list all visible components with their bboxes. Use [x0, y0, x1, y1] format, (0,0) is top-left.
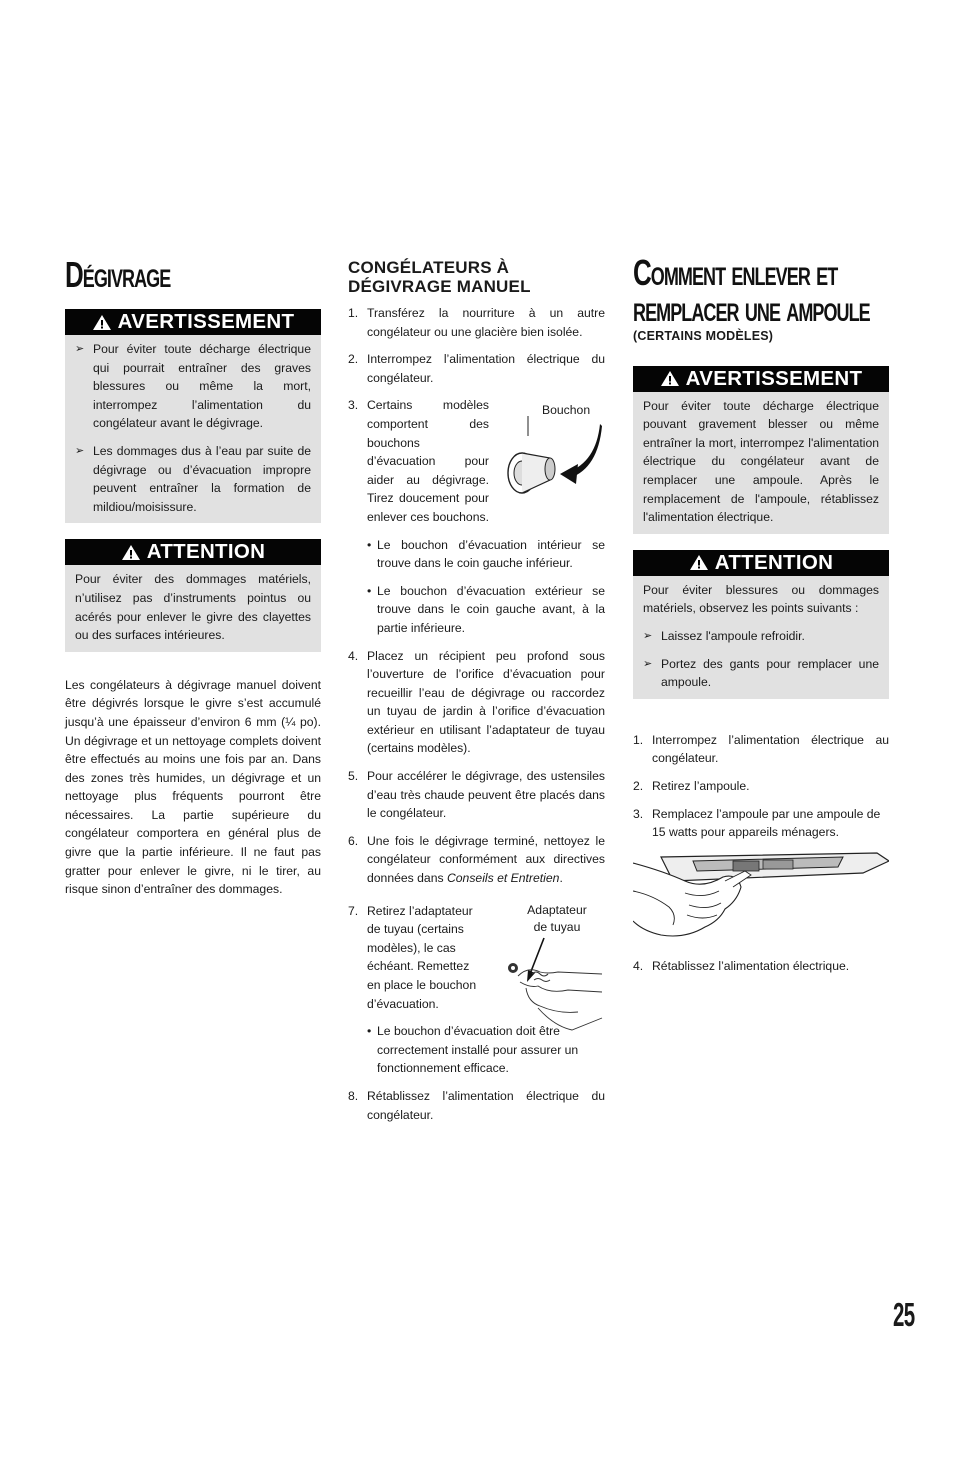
step-text: Certains modèles comportent des bouchons d’évacuation pour aider au dégivrage. Tirez doucement pour enlever ces bouchons.: [367, 398, 489, 524]
warning-header: [633, 366, 889, 392]
step-item: [633, 777, 889, 796]
right-column: [633, 252, 889, 984]
title-rest: égivrage: [82, 254, 171, 295]
step-item: [348, 767, 605, 823]
step-text: Rétablissez l’alimentation électrique.: [652, 958, 850, 973]
bullet-text: Le bouchon d’évacuation intérieur se trouve dans le coin gauche inférieur.: [377, 537, 605, 571]
attention-item: [643, 655, 879, 692]
section-subtitle: (CERTAINS MODÈLES): [633, 329, 774, 343]
step-text: Rétablissez l’alimentation électrique du congélateur.: [367, 1088, 605, 1122]
step-item: [348, 902, 605, 1014]
section-title-ampoule: [633, 252, 870, 329]
step-text-part: .: [559, 871, 563, 886]
warning-header: [65, 309, 321, 335]
step-text: Retirez l’adaptateur de tuyau (certains modèles), le cas échéant. Remettez en place le bouchon d’évacuation.: [367, 903, 477, 1011]
hose-adapter-illustration: [498, 902, 605, 1040]
reference-title: Conseils et Entretien: [446, 871, 560, 886]
drain-plug-illustration: [498, 396, 605, 506]
step-item: [348, 350, 605, 387]
warning-box: [633, 366, 889, 534]
step-item: [633, 957, 889, 976]
warning-item: [75, 340, 311, 433]
bullet-text: Le bouchon d’évacuation doit être correctement installé pour assurer un fonctionnement efficace.: [377, 1024, 579, 1076]
warning-text: Pour éviter toute décharge électrique pouvant gravement blesser ou même entraîner la mort, interrompez l'alimentation électrique du congélateur avant de remplacer une ampoule. Après le remplacement de l'ampoule, rétablissez l'alimentation électrique.: [643, 398, 879, 525]
step-text-part: Une fois le dégivrage terminé, nettoyez le congélateur conformément aux directives données dans: [367, 833, 605, 886]
page-number: 25: [893, 1296, 915, 1333]
step-number: 3.: [348, 398, 359, 413]
left-column: [65, 255, 321, 899]
bulb-replacement-figure: [633, 851, 889, 947]
step-number: 3.: [633, 806, 644, 821]
bullet-icon: •: [367, 583, 372, 598]
warning-item: [75, 442, 311, 516]
heading-line: CONGÉLATEURS À: [348, 258, 510, 277]
bullet-item: [367, 536, 605, 573]
bulb-replacement-illustration: [633, 851, 889, 943]
step-item: [348, 396, 605, 526]
attention-item-text: Laissez l'ampoule refroidir.: [661, 628, 805, 643]
bullet-item: [367, 582, 605, 638]
bullet-icon: •: [367, 537, 372, 552]
step-number: 4.: [348, 648, 359, 663]
bullet-text: Le bouchon d’évacuation extérieur se trouve dans le coin gauche avant, à la partie inférieure.: [377, 583, 605, 635]
step-item: [633, 731, 889, 768]
arrow-icon: ➢: [643, 657, 653, 670]
heading-line: DÉGIVRAGE MANUEL: [348, 277, 531, 296]
adapter-label-line: Adaptateur: [527, 902, 587, 917]
attention-label: ATTENTION: [146, 540, 266, 564]
step-item: [348, 832, 605, 888]
warning-body: [65, 335, 321, 523]
step-text: Interrompez l’alimentation électrique au congélateur.: [652, 732, 889, 766]
step-number: 1.: [348, 306, 359, 320]
attention-body: [65, 565, 321, 651]
adapter-label-line: de tuyau: [533, 919, 581, 934]
attention-text: Pour éviter des dommages matériels, n’utilisez pas d’instruments pointus ou acérés pour enlever le givre des clayettes ou des surfaces intérieures.: [75, 572, 311, 643]
arrow-icon: ➢: [75, 343, 85, 355]
manual-defrost-heading: [348, 258, 605, 296]
intro-paragraph: Les congélateurs à dégivrage manuel doivent être dégivrés lorsque le givre s’est accumulé jusqu’à une épaisseur d’environ 6 mm (¼ po). Un dégivrage et un nettoyage complets doivent être effectués au moins une fois par an. Dans des zones très humides, un dégivrage et un nettoyage plus fréquents pourront être nécessaires. La partie supérieure du congélateur comportera en général plus de givre que la partie inférieure. Il ne faut pas gratter pour enlever le givre, ni le tirer, au risque sinon d’entraîner des dommages.: [65, 677, 321, 897]
attention-box: [633, 550, 889, 699]
warning-label: AVERTISSEMENT: [117, 310, 295, 333]
step-number: 2.: [348, 352, 359, 367]
attention-body: [633, 576, 889, 699]
step-number: 7.: [348, 903, 359, 918]
step-text: Retirez l’ampoule.: [652, 778, 750, 793]
title-rest: remplacer une ampoule: [633, 288, 870, 329]
step-text: [367, 832, 605, 888]
title-rest: omment enlever et: [650, 252, 838, 293]
section-title-degivrage: [65, 255, 249, 295]
arrow-icon: ➢: [643, 629, 653, 642]
warning-box: [65, 309, 321, 523]
attention-header: [65, 539, 321, 565]
attention-item-text: Portez des gants pour remplacer une ampoule.: [661, 656, 879, 690]
attention-item: [643, 627, 879, 646]
step-number: 8.: [348, 1088, 359, 1103]
step-number: 6.: [348, 833, 359, 848]
step-text: Placez un récipient peu profond sous l’ouverture de l’orifice d’évacuation pour recueillir l’eau de dégivrage ou raccordez un tuyau de jardin à l’orifice d’évacuation extérieur en utilisant l’adaptateur de tuyau (certains modèles).: [367, 648, 605, 756]
warning-item-text: Les dommages dus à l’eau par suite de dégivrage ou d’évacuation impropre peuvent entraîner la formation de mildiou/moisissure.: [93, 443, 311, 514]
warning-label: AVERTISSEMENT: [685, 366, 863, 390]
warning-triangle-icon: [121, 544, 141, 561]
attention-box: [65, 539, 321, 651]
step-item: [348, 647, 605, 759]
attention-label: ATTENTION: [714, 550, 834, 574]
step-number: 1.: [633, 732, 644, 747]
bullet-icon: •: [367, 1024, 372, 1039]
step-item: [348, 304, 605, 341]
arrow-icon: ➢: [75, 444, 85, 457]
title-initial: C: [633, 252, 651, 293]
middle-column: [348, 258, 605, 1133]
figure-label-bouchon: Bouchon: [542, 403, 591, 418]
step-text: Interrompez l’alimentation électrique du congélateur.: [367, 352, 605, 385]
step-item: [348, 1087, 605, 1124]
attention-intro: Pour éviter blessures ou dommages matériels, observez les points suivants :: [643, 582, 879, 616]
warning-triangle-icon: [92, 314, 112, 331]
hose-adapter-figure: [498, 902, 605, 1040]
step-number: 5.: [348, 769, 359, 784]
step-text: Pour accélérer le dégivrage, des ustensiles d’eau très chaude peuvent être placés dans le congélateur.: [367, 769, 605, 821]
warning-body: [633, 392, 889, 534]
step-text: Transférez la nourriture à un autre congélateur ou une glacière bien isolée.: [367, 306, 605, 339]
step-number: 4.: [633, 958, 644, 973]
step-text: Remplacez l’ampoule par une ampoule de 15 watts pour appareils ménagers.: [652, 806, 881, 840]
title-initial: D: [65, 254, 83, 295]
step-item: [633, 805, 889, 842]
warning-item-text: Pour éviter toute décharge électrique qui pourrait entraîner des graves blessures ou même la mort, interrompez l’alimentation du congélateur avant le dégivrage.: [93, 342, 311, 431]
step-number: 2.: [633, 778, 644, 793]
warning-triangle-icon: [660, 370, 680, 387]
drain-plug-figure: [498, 396, 605, 506]
warning-triangle-icon: [689, 554, 709, 571]
attention-header: [633, 550, 889, 576]
